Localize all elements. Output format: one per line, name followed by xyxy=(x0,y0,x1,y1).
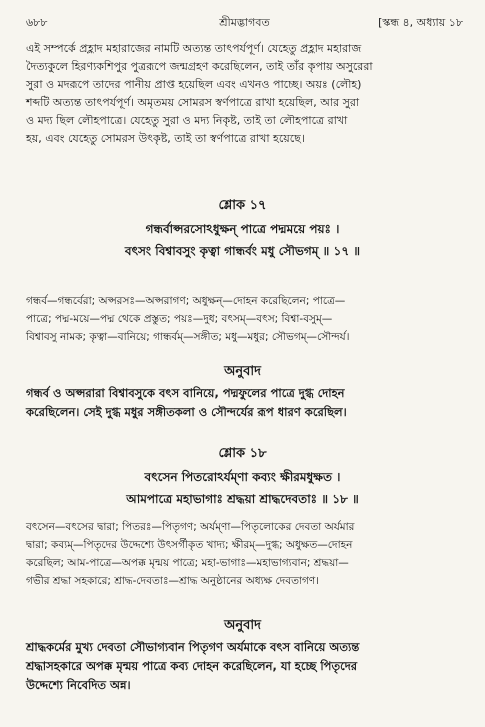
verse-line: গন্ধর্বাপ্সরসোঽধুক্ষন্ পাত্রে পদ্মময়ে পয়ঃ । xyxy=(145,222,340,236)
synonym-line: করেছিল; আম-পাত্রে—অপক্ক মৃন্ময় পাত্রে; মহা-ভাগাঃ—মহাভাগ্যবান; শ্রদ্ধয়া— xyxy=(26,557,349,569)
purport-line: হয়, এবং যেহেতু সোমরস উৎকৃষ্ট, তাই তা স্বর্ণপাত্রে রাখা হয়েছে। xyxy=(26,132,305,145)
verse-17-heading: শ্লোক ১৭ xyxy=(218,198,267,213)
verse-18-translation-heading: অনুবাদ xyxy=(224,618,261,633)
verse-line: বৎসেন পিতরোঽর্যম্ণা কব্যং ক্ষীরমধুক্ষত । xyxy=(144,470,341,484)
synonym-line: বিশ্বাবসু নামক; কৃত্বা—বানিয়ে; গান্ধর্বম্—সঙ্গীত; মধু—মধুর; সৌভগম্—সৌন্দর্য। xyxy=(26,331,350,343)
verse-17-text xyxy=(0,218,485,262)
verse-17-translation-heading: অনুবাদ xyxy=(224,364,261,379)
purport-paragraph xyxy=(26,40,463,148)
synonym-line: গভীর শ্রদ্ধা সহকারে; শ্রাদ্ধ-দেবতাঃ—শ্রাদ্ধ অনুষ্ঠানের অধ্যক্ষ দেবতাগণ। xyxy=(26,575,320,587)
verse-17-translation xyxy=(26,384,463,422)
verse-line: আমপাত্রে মহাভাগাঃ শ্রদ্ধয়া শ্রাদ্ধদেবতাঃ ॥ ১৮ ॥ xyxy=(126,492,359,506)
purport-line: দৈত্যকুলে হিরণ্যকশিপুর পুত্ররূপে জন্মগ্রহণ করেছিলেন, তাই তাঁর কৃপায় অসুরেরা xyxy=(26,60,373,73)
translation-line: করেছিলেন। সেই দুগ্ধ মধুর সঙ্গীতকলা ও সৌন্দর্যের রূপ ধারণ করেছিল। xyxy=(26,405,347,419)
book-title: শ্রীমদ্ভাগবত xyxy=(219,16,270,29)
purport-line: ও মদ্য ছিল লৌহপাত্রে। যেহেতু সুরা ও মদ্য নিকৃষ্ট, তাই তা লৌহপাত্রে রাখা xyxy=(26,114,348,127)
purport-line: সুরা ও মদরূপে তাদের পানীয় প্রাপ্ত হয়েছিল এবং এখনও পাচ্ছে। অয়ঃ (লৌহ) xyxy=(26,78,362,91)
synonym-line: দ্বারা; কব্যম্—পিতৃদের উদ্দেশ্যে উৎসর্গীকৃত খাদ্য; ক্ষীরম্—দুগ্ধ; অধুক্ষত—দোহন xyxy=(26,539,353,551)
purport-line: এই সম্পর্কে প্রহ্লাদ মহারাজের নামটি অত্যন্ত তাৎপর্যপূর্ণ। যেহেতু প্রহ্লাদ মহারাজ xyxy=(26,42,362,55)
verse-18-synonyms xyxy=(26,518,463,590)
verse-line: বৎসং বিশ্বাবসুং কৃত্বা গান্ধর্বং মধু সৌভগম্ ॥ ১৭ ॥ xyxy=(124,244,361,258)
page-number: ৬৮৮ xyxy=(26,16,48,29)
purport-line: শব্দটি অত্যন্ত তাৎপর্যপূর্ণ। অমৃতময় সোমরস স্বর্ণপাত্রে রাখা হয়েছিল, আর সুরা xyxy=(26,96,360,109)
section-reference: [স্কন্ধ ৪, অধ্যায় ১৮ xyxy=(378,16,463,29)
verse-18-heading: শ্লোক ১৮ xyxy=(218,446,267,461)
synonym-line: গন্ধর্ব—গন্ধর্বেরা; অপ্সরসঃ—অপ্সরাগণ; অধুক্ষন্—দোহন করেছিলেন; পাত্রে— xyxy=(26,295,346,307)
page-header xyxy=(26,12,463,32)
translation-line: গন্ধর্ব ও অপ্সরারা বিশ্বাবসুকে বৎস বানিয়ে, পদ্মফুলের পাত্রে দুগ্ধ দোহন xyxy=(26,386,345,400)
synonym-line: বৎসেন—বৎসের দ্বারা; পিতরঃ—পিতৃগণ; অর্যম্ণা—পিতৃলোকের দেবতা অর্যমার xyxy=(26,521,355,533)
translation-line: উদ্দেশ্যে নিবেদিত অন্ন। xyxy=(26,678,131,692)
synonym-line: পাত্রে; পদ্ম-ময়ে—পদ্ম থেকে প্রস্তুত; পয়ঃ—দুধ; বৎসম্—বৎস; বিশ্বা-বসুম্— xyxy=(26,313,333,325)
verse-17-synonyms xyxy=(26,292,463,346)
verse-18-text xyxy=(0,466,485,510)
translation-line: শ্রদ্ধাসহকারে অপক্ক মৃন্ময় পাত্রে কব্য দোহন করেছিলেন, যা হচ্ছে পিতৃদের xyxy=(26,659,358,673)
verse-18-translation xyxy=(26,638,463,695)
translation-line: শ্রাদ্ধকর্মের মুখ্য দেবতা সৌভাগ্যবান পিতৃগণ অর্যমাকে বৎস বানিয়ে অত্যন্ত xyxy=(26,640,360,654)
